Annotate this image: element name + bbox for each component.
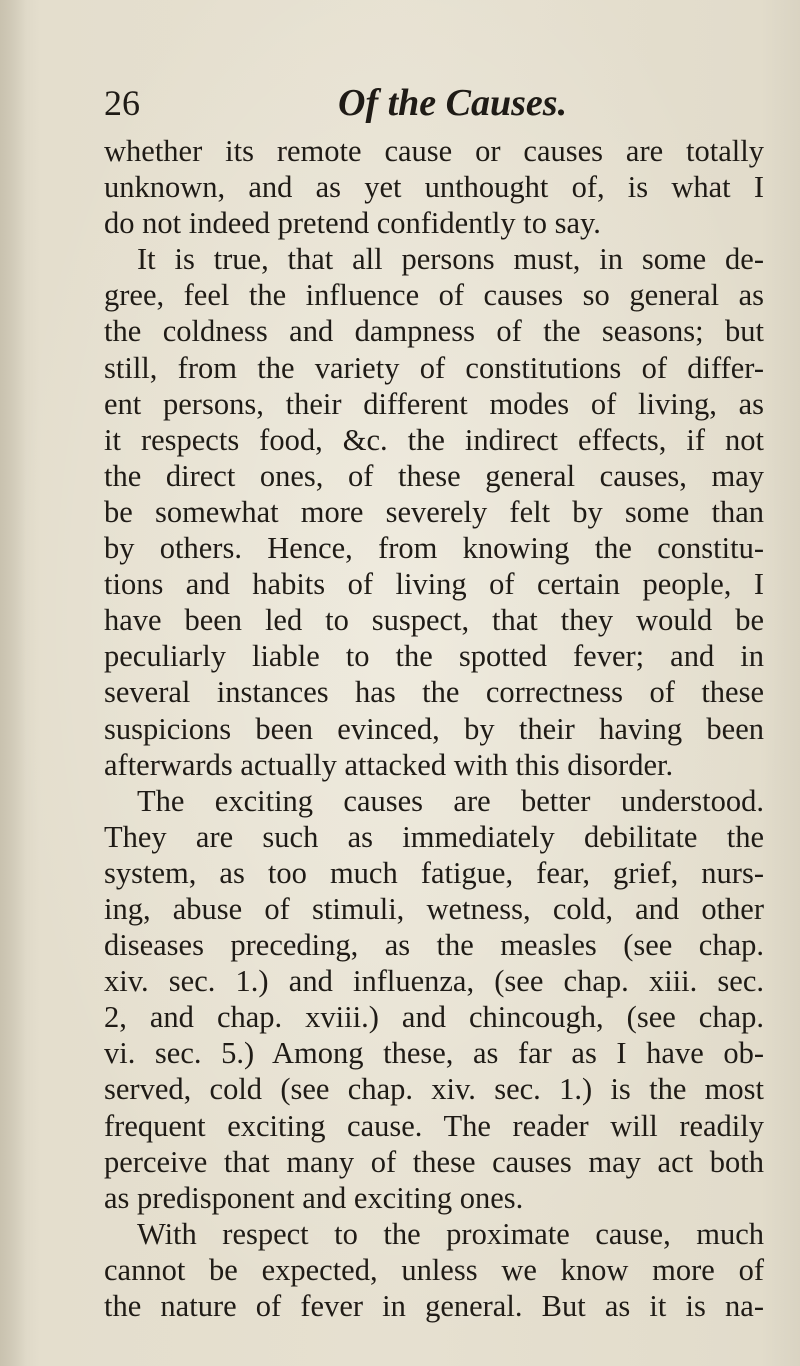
text-line: system, as too much fatigue, fear, grief, nurs- <box>104 855 764 890</box>
text-line: ing, abuse of stimuli, wetness, cold, and other <box>104 891 764 926</box>
page-header <box>104 78 744 128</box>
text-line: several instances has the correctness of these <box>104 675 764 710</box>
text-line: tions and habits of living of certain people, I <box>104 567 764 602</box>
text-line: do not indeed pretend confidently to say. <box>104 206 601 241</box>
text-line: as predisponent and exciting ones. <box>104 1180 524 1215</box>
text-line: perceive that many of these causes may act both <box>104 1144 764 1179</box>
text-line: still, from the variety of constitutions of differ- <box>104 350 764 385</box>
text-line: They are such as immediately debilitate the <box>104 819 764 854</box>
text-line: the nature of fever in general. But as it is na- <box>104 1289 764 1323</box>
text-line: have been led to suspect, that they would be <box>104 603 764 638</box>
text-line: afterwards actually attacked with this disorder. <box>104 747 674 782</box>
text-line: by others. Hence, from knowing the constitu- <box>104 531 764 566</box>
text-line: cannot be expected, unless we know more of <box>104 1252 764 1287</box>
text-line: frequent exciting cause. The reader will readily <box>104 1108 764 1143</box>
text-line: xiv. sec. 1.) and influenza, (see chap. xiii. sec. <box>104 964 764 999</box>
text-line: diseases preceding, as the measles (see chap. <box>104 928 764 963</box>
text-line: suspicions been evinced, by their having been <box>104 711 764 746</box>
text-line: gree, feel the influence of causes so general as <box>104 278 764 313</box>
text-line: 2, and chap. xviii.) and chincough, (see chap. <box>104 1000 764 1035</box>
text-line: vi. sec. 5.) Among these, as far as I have ob- <box>104 1036 764 1071</box>
text-line: unknown, and as yet unthought of, is what I <box>104 170 764 205</box>
text-line: be somewhat more severely felt by some than <box>104 494 764 529</box>
text-line: whether its remote cause or causes are totally <box>104 134 764 168</box>
text-line: the direct ones, of these general causes, may <box>104 458 764 493</box>
text-line: the coldness and dampness of the seasons; but <box>104 314 764 349</box>
body-text <box>104 133 764 1324</box>
text-line: peculiarly liable to the spotted fever; and in <box>104 639 764 674</box>
running-title: Of the Causes. <box>338 82 568 124</box>
page-number: 26 <box>104 83 140 123</box>
text-line: served, cold (see chap. xiv. sec. 1.) is the most <box>104 1072 764 1107</box>
text-line: With respect to the proximate cause, much <box>137 1216 764 1251</box>
text-line: It is true, that all persons must, in some de- <box>137 242 764 277</box>
text-line: it respects food, &c. the indirect effects, if not <box>104 422 764 457</box>
text-line: The exciting causes are better understood. <box>137 783 764 818</box>
text-line: ent persons, their different modes of living, as <box>104 386 764 421</box>
binding-gutter-shadow <box>0 0 26 1366</box>
